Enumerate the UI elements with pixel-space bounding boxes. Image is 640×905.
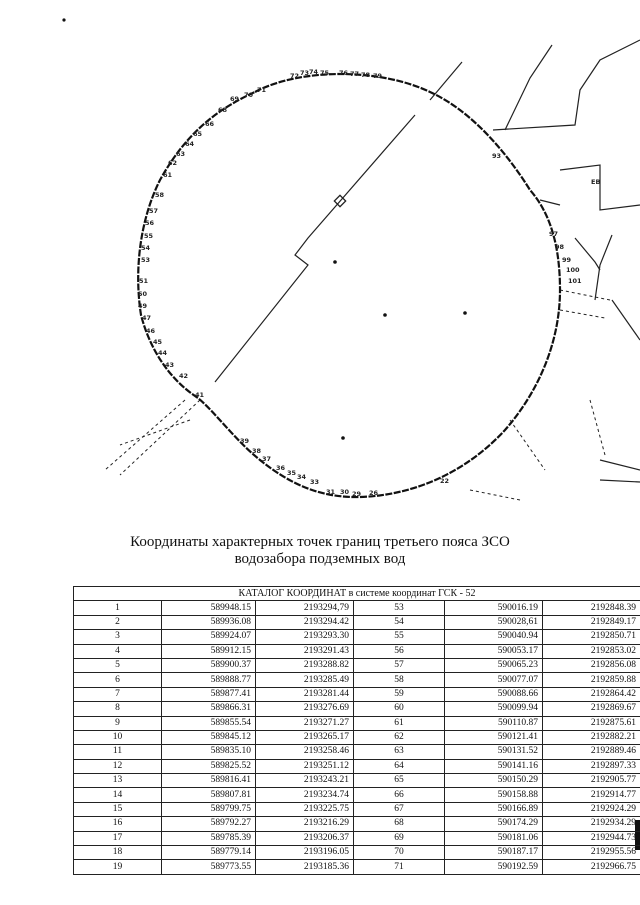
table-cell: 2192850.71 bbox=[543, 630, 640, 644]
table-cell: 2193294,79 bbox=[256, 601, 354, 615]
surrounding-lines bbox=[430, 40, 640, 482]
point-label: 22 bbox=[440, 477, 450, 485]
table-cell: 56 bbox=[354, 644, 445, 658]
coordinates-table bbox=[73, 586, 640, 875]
caption-subtitle: водозабора подземных вод bbox=[234, 551, 406, 567]
table-cell: 64 bbox=[354, 759, 445, 773]
point-label: 62 bbox=[168, 159, 178, 167]
table-cell: 589792.27 bbox=[162, 817, 256, 831]
table-cell: 589888.77 bbox=[162, 673, 256, 687]
table-cell: 7 bbox=[74, 687, 162, 701]
point-label: 46 bbox=[146, 327, 156, 335]
point-label: 61 bbox=[163, 171, 173, 179]
point-label: 39 bbox=[240, 437, 250, 445]
table-cell: 3 bbox=[74, 630, 162, 644]
table-cell: 2193234.74 bbox=[256, 788, 354, 802]
point-marker bbox=[383, 313, 387, 317]
point-label: 66 bbox=[205, 120, 215, 128]
table-cell: 589773.55 bbox=[162, 860, 256, 874]
point-label: 26 bbox=[369, 489, 379, 497]
point-label: 71 bbox=[257, 86, 267, 94]
table-cell: 2193281.44 bbox=[256, 687, 354, 701]
table-cell: 65 bbox=[354, 774, 445, 788]
table-cell: 10 bbox=[74, 730, 162, 744]
table-cell: 589877.41 bbox=[162, 687, 256, 701]
point-label: 41 bbox=[195, 391, 205, 399]
point-label: 77 bbox=[350, 70, 360, 78]
table-cell: 589845.12 bbox=[162, 730, 256, 744]
table-cell: 19 bbox=[74, 860, 162, 874]
table-row bbox=[74, 745, 640, 759]
point-label: 56 bbox=[145, 219, 155, 227]
table-cell: 2193276.69 bbox=[256, 702, 354, 716]
table-cell: 58 bbox=[354, 673, 445, 687]
table-cell: 590174.29 bbox=[445, 817, 543, 831]
point-label: 31 bbox=[326, 488, 336, 496]
point-label: 73 bbox=[300, 69, 310, 77]
table-cell: 590065.23 bbox=[445, 658, 543, 672]
point-label: 65 bbox=[193, 130, 203, 138]
table-cell: 590110.87 bbox=[445, 716, 543, 730]
table-cell: 2193185.36 bbox=[256, 860, 354, 874]
table-row bbox=[74, 788, 640, 802]
point-label: 37 bbox=[262, 455, 272, 463]
table-cell: 2193291.43 bbox=[256, 644, 354, 658]
point-label: 99 bbox=[562, 256, 572, 264]
table-cell: 2193285.49 bbox=[256, 673, 354, 687]
table-cell: 590028,61 bbox=[445, 615, 543, 629]
table-cell: 9 bbox=[74, 716, 162, 730]
point-label: 79 bbox=[373, 72, 383, 80]
table-cell: 70 bbox=[354, 846, 445, 860]
table-cell: 2193243.21 bbox=[256, 774, 354, 788]
table-cell: 2193196.05 bbox=[256, 846, 354, 860]
table-cell: 2192914.77 bbox=[543, 788, 640, 802]
table-cell: 589948.15 bbox=[162, 601, 256, 615]
point-label: 35 bbox=[287, 469, 297, 477]
point-label: 63 bbox=[176, 150, 186, 158]
table-row bbox=[74, 687, 640, 701]
point-label: 49 bbox=[138, 302, 148, 310]
table-cell: 2192955.56 bbox=[543, 846, 640, 860]
table-cell: 589825.52 bbox=[162, 759, 256, 773]
point-label: 45 bbox=[153, 338, 163, 346]
table-cell: 589924.07 bbox=[162, 630, 256, 644]
point-label: 54 bbox=[141, 244, 151, 252]
table-cell: 590121.41 bbox=[445, 730, 543, 744]
table-cell: 66 bbox=[354, 788, 445, 802]
caption-title: Координаты характерных точек границ третьего пояса ЗСО bbox=[130, 534, 510, 550]
table-cell: 4 bbox=[74, 644, 162, 658]
point-marker bbox=[463, 311, 467, 315]
table-cell: 12 bbox=[74, 759, 162, 773]
table-cell: 2193294.42 bbox=[256, 615, 354, 629]
table-row bbox=[74, 702, 640, 716]
table-cell: 2192856.08 bbox=[543, 658, 640, 672]
point-label: 29 bbox=[352, 490, 362, 498]
table-cell: 53 bbox=[354, 601, 445, 615]
table-row bbox=[74, 673, 640, 687]
table-cell: 2193225.75 bbox=[256, 802, 354, 816]
point-label: 30 bbox=[340, 488, 350, 496]
table-cell: 590181.06 bbox=[445, 831, 543, 845]
table-cell: 2192966.75 bbox=[543, 860, 640, 874]
table-cell: 2192848.39 bbox=[543, 601, 640, 615]
table-cell: 2192934.29 bbox=[543, 817, 640, 831]
table-cell: 590166.89 bbox=[445, 802, 543, 816]
table-cell: 6 bbox=[74, 673, 162, 687]
table-title: КАТАЛОГ КООРДИНАТ в системе координат ГСК - 52 bbox=[74, 587, 640, 601]
point-label: 97 bbox=[549, 230, 559, 238]
table-cell: 2 bbox=[74, 615, 162, 629]
table-cell: 2193288.82 bbox=[256, 658, 354, 672]
point-label: 72 bbox=[290, 72, 300, 80]
table-cell: 61 bbox=[354, 716, 445, 730]
table-cell: 2192849.17 bbox=[543, 615, 640, 629]
table-row bbox=[74, 644, 640, 658]
point-label: 42 bbox=[179, 372, 189, 380]
table-row bbox=[74, 846, 640, 860]
point-label: 47 bbox=[142, 314, 152, 322]
table-row bbox=[74, 759, 640, 773]
point-label: 68 bbox=[218, 106, 228, 114]
point-label: 64 bbox=[185, 140, 195, 148]
table-cell: 590141.16 bbox=[445, 759, 543, 773]
point-label: 53 bbox=[141, 256, 151, 264]
table-cell: 2193293.30 bbox=[256, 630, 354, 644]
table-cell: 2193216.29 bbox=[256, 817, 354, 831]
table-cell: 590040.94 bbox=[445, 630, 543, 644]
table-cell: 1 bbox=[74, 601, 162, 615]
table-cell: 590053.17 bbox=[445, 644, 543, 658]
table-cell: 5 bbox=[74, 658, 162, 672]
table-cell: 2192889.46 bbox=[543, 745, 640, 759]
table-row bbox=[74, 730, 640, 744]
table-row bbox=[74, 817, 640, 831]
table-cell: 60 bbox=[354, 702, 445, 716]
table-cell: 13 bbox=[74, 774, 162, 788]
table-row bbox=[74, 630, 640, 644]
table-header-row bbox=[74, 587, 640, 601]
table-cell: 2192869.67 bbox=[543, 702, 640, 716]
table-row bbox=[74, 774, 640, 788]
point-label: 50 bbox=[138, 290, 148, 298]
table-cell: 63 bbox=[354, 745, 445, 759]
table-row bbox=[74, 860, 640, 874]
table-cell: 2193258.46 bbox=[256, 745, 354, 759]
point-label: 100 bbox=[566, 266, 580, 274]
table-cell: 11 bbox=[74, 745, 162, 759]
point-label: 75 bbox=[320, 69, 330, 77]
table-cell: 590150.29 bbox=[445, 774, 543, 788]
table-row bbox=[74, 615, 640, 629]
table-cell: 589866.31 bbox=[162, 702, 256, 716]
point-label: 44 bbox=[158, 349, 168, 357]
point-label: 76 bbox=[339, 69, 349, 77]
point-label: 98 bbox=[555, 243, 565, 251]
point-label: 58 bbox=[155, 191, 165, 199]
table-cell: 15 bbox=[74, 802, 162, 816]
point-label: 74 bbox=[309, 68, 319, 76]
point-label: 69 bbox=[230, 95, 240, 103]
point-label: 36 bbox=[276, 464, 286, 472]
table-cell: 2192864.42 bbox=[543, 687, 640, 701]
point-label: 55 bbox=[144, 232, 154, 240]
table-cell: 589855.54 bbox=[162, 716, 256, 730]
table-cell: 55 bbox=[354, 630, 445, 644]
point-marker bbox=[333, 260, 337, 264]
table-cell: 2193265.17 bbox=[256, 730, 354, 744]
table-cell: 2192853.02 bbox=[543, 644, 640, 658]
point-label: 51 bbox=[139, 277, 149, 285]
point-label: 101 bbox=[568, 277, 582, 285]
table-cell: 589936.08 bbox=[162, 615, 256, 629]
table-cell: 2193271.27 bbox=[256, 716, 354, 730]
table-cell: 54 bbox=[354, 615, 445, 629]
table-cell: 590077.07 bbox=[445, 673, 543, 687]
table-cell: 14 bbox=[74, 788, 162, 802]
table-cell: 8 bbox=[74, 702, 162, 716]
point-label: 34 bbox=[297, 473, 307, 481]
table-cell: 2192859.88 bbox=[543, 673, 640, 687]
table-cell: 590158.88 bbox=[445, 788, 543, 802]
table-cell: 71 bbox=[354, 860, 445, 874]
table-row bbox=[74, 658, 640, 672]
table-cell: 2192924.29 bbox=[543, 802, 640, 816]
table-cell: 2193206.37 bbox=[256, 831, 354, 845]
internal-line bbox=[215, 115, 415, 382]
table-row bbox=[74, 802, 640, 816]
table-cell: 57 bbox=[354, 658, 445, 672]
point-label: 57 bbox=[149, 207, 159, 215]
point-label: ЕВ bbox=[591, 178, 601, 186]
table-cell: 589912.15 bbox=[162, 644, 256, 658]
table-cell: 59 bbox=[354, 687, 445, 701]
table-cell: 590099.94 bbox=[445, 702, 543, 716]
table-cell: 17 bbox=[74, 831, 162, 845]
table-cell: 590088.66 bbox=[445, 687, 543, 701]
table-cell: 16 bbox=[74, 817, 162, 831]
table-row bbox=[74, 601, 640, 615]
table-cell: 2192944.73 bbox=[543, 831, 640, 845]
table-cell: 69 bbox=[354, 831, 445, 845]
table-cell: 2192875.61 bbox=[543, 716, 640, 730]
table-row bbox=[74, 716, 640, 730]
table-cell: 589835.10 bbox=[162, 745, 256, 759]
table-cell: 590016.19 bbox=[445, 601, 543, 615]
point-label: 33 bbox=[310, 478, 320, 486]
table-cell: 2192882.21 bbox=[543, 730, 640, 744]
table-cell: 589785.39 bbox=[162, 831, 256, 845]
table-cell: 590187.17 bbox=[445, 846, 543, 860]
table-cell: 590131.52 bbox=[445, 745, 543, 759]
point-label: 93 bbox=[492, 152, 502, 160]
point-marker bbox=[341, 436, 345, 440]
table-cell: 589799.75 bbox=[162, 802, 256, 816]
table-row bbox=[74, 831, 640, 845]
table-cell: 589807.81 bbox=[162, 788, 256, 802]
table-cell: 67 bbox=[354, 802, 445, 816]
point-label: 38 bbox=[252, 447, 262, 455]
point-label: 78 bbox=[361, 71, 371, 79]
table-cell: 590192.59 bbox=[445, 860, 543, 874]
point-marker bbox=[62, 18, 65, 21]
table-cell: 18 bbox=[74, 846, 162, 860]
table-cell: 2193251.12 bbox=[256, 759, 354, 773]
table-cell: 62 bbox=[354, 730, 445, 744]
point-label: 43 bbox=[165, 361, 175, 369]
table-cell: 589779.14 bbox=[162, 846, 256, 860]
table-cell: 589816.41 bbox=[162, 774, 256, 788]
table-cell: 2192897.33 bbox=[543, 759, 640, 773]
point-label: 70 bbox=[244, 91, 254, 99]
table-cell: 2192905.77 bbox=[543, 774, 640, 788]
table-cell: 68 bbox=[354, 817, 445, 831]
table-cell: 589900.37 bbox=[162, 658, 256, 672]
dashed-lines bbox=[105, 290, 610, 500]
